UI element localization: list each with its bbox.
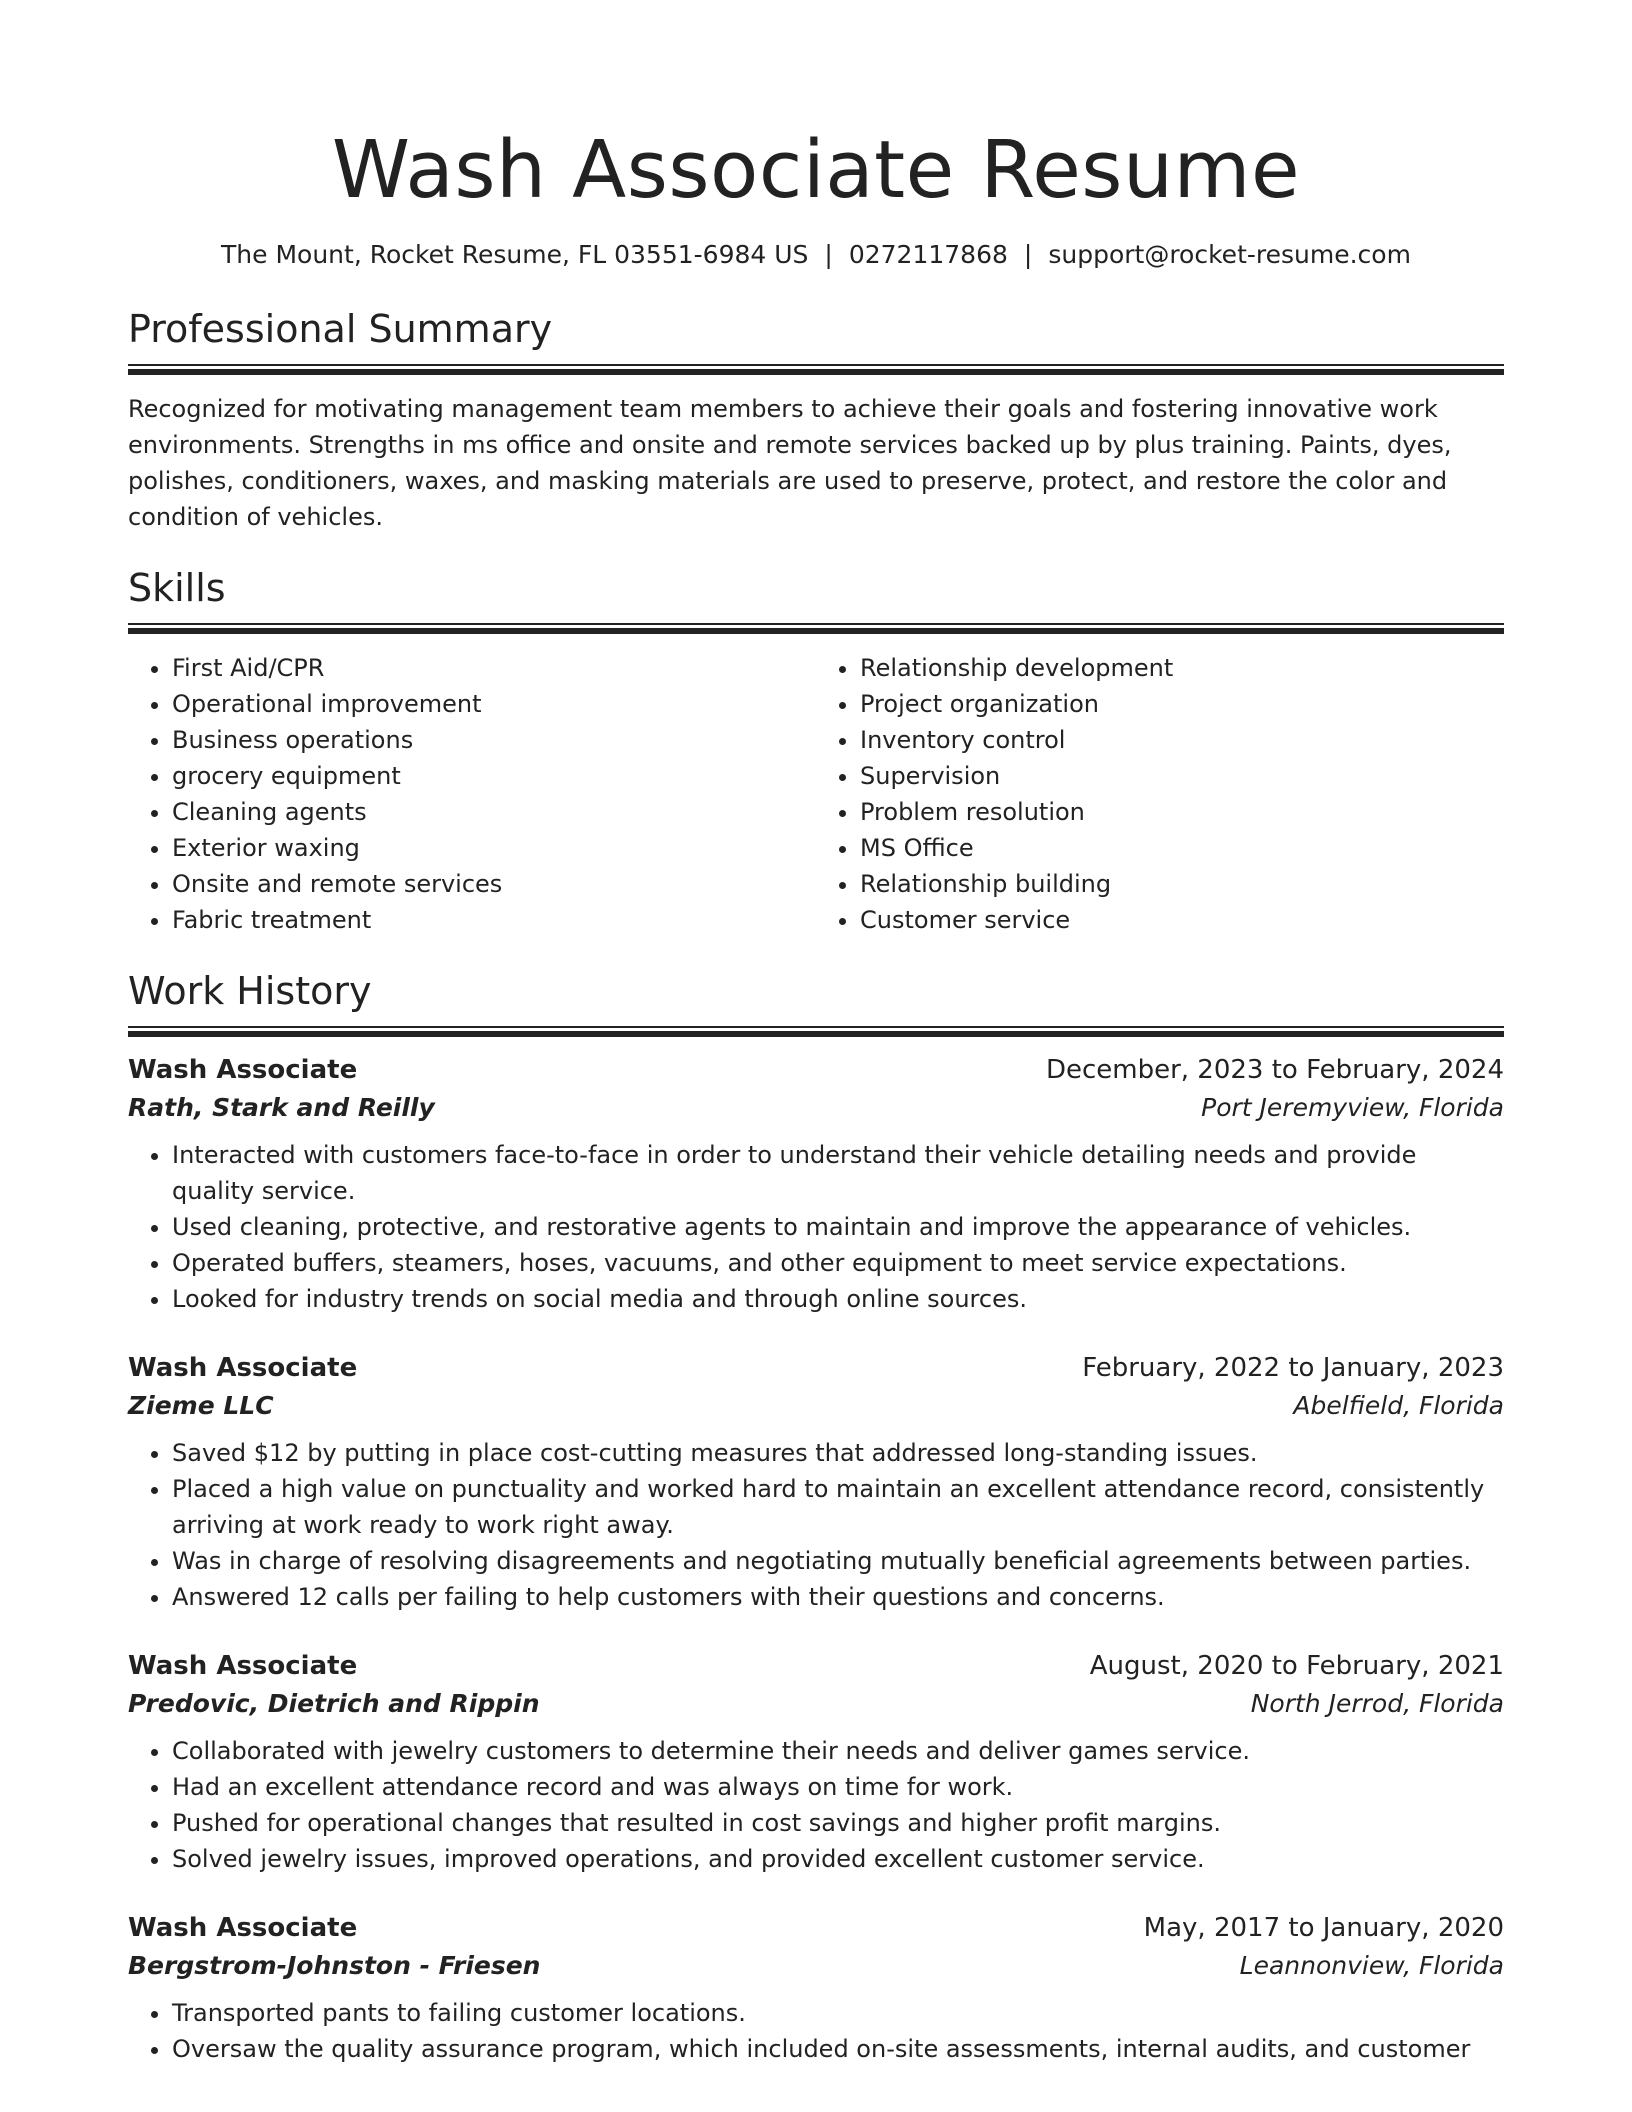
job-entry: [128, 1051, 1504, 1317]
skill-item: • grocery equipment: [172, 758, 816, 794]
skill-item: • Cleaning agents: [172, 794, 816, 830]
job-bullets: [128, 1995, 1504, 2067]
job-bullet: • Oversaw the quality assurance program, which included on-site assessments, internal audits, and customer: [172, 2031, 1504, 2067]
job-bullet: • Saved $12 by putting in place cost-cutting measures that addressed long-standing issues.: [172, 1435, 1504, 1471]
skill-item: • Project organization: [860, 686, 1504, 722]
skill-item: • Supervision: [860, 758, 1504, 794]
skill-item: • First Aid/CPR: [172, 650, 816, 686]
resume-page: [128, 0, 1504, 2067]
job-bullet: • Solved jewelry issues, improved operations, and provided excellent customer service.: [172, 1841, 1504, 1877]
job-bullet: • Transported pants to failing customer locations.: [172, 1995, 1504, 2031]
job-company: Bergstrom-Johnston - Friesen: [128, 1951, 541, 1980]
skills-list-left: [128, 650, 816, 938]
job-title: Wash Associate: [128, 1913, 358, 1943]
resume-title: Wash Associate Resume: [331, 124, 1301, 216]
skill-item: • Onsite and remote services: [172, 866, 816, 902]
job-header-row: [128, 1909, 1504, 1947]
skill-item: • Exterior waxing: [172, 830, 816, 866]
job-title: Wash Associate: [128, 1651, 358, 1681]
job-bullet: • Interacted with customers face-to-face in order to understand their vehicle detailing needs and provide quality service.: [172, 1137, 1504, 1209]
job-company-row: [128, 1947, 1504, 1985]
job-company: Predovic, Dietrich and Rippin: [128, 1689, 540, 1718]
section-title-work-history: Work History: [128, 969, 372, 1013]
job-location: Abelfield, Florida: [1293, 1391, 1504, 1420]
job-dates: August, 2020 to February, 2021: [1089, 1651, 1504, 1681]
job-header-row: [128, 1051, 1504, 1089]
skill-item: • MS Office: [860, 830, 1504, 866]
job-title: Wash Associate: [128, 1353, 358, 1383]
skills-list-right: [816, 650, 1504, 938]
skill-item: • Inventory control: [860, 722, 1504, 758]
job-bullet: • Used cleaning, protective, and restorative agents to maintain and improve the appearance of vehicles.: [172, 1209, 1504, 1245]
contact-phone: 0272117868: [848, 240, 1008, 269]
job-location: Leannonview, Florida: [1239, 1951, 1504, 1980]
job-bullet: • Operated buffers, steamers, hoses, vacuums, and other equipment to meet service expectations.: [172, 1245, 1504, 1281]
job-bullet: • Looked for industry trends on social media and through online sources.: [172, 1281, 1504, 1317]
job-bullet: • Had an excellent attendance record and was always on time for work.: [172, 1769, 1504, 1805]
section-divider: [128, 623, 1504, 634]
job-company-row: [128, 1387, 1504, 1425]
job-company-row: [128, 1685, 1504, 1723]
job-bullet: • Pushed for operational changes that resulted in cost savings and higher profit margins.: [172, 1805, 1504, 1841]
contact-separator: |: [1023, 240, 1033, 269]
job-header-row: [128, 1647, 1504, 1685]
section-divider: [128, 364, 1504, 375]
job-bullets: [128, 1137, 1504, 1317]
skill-item: • Customer service: [860, 902, 1504, 938]
skills-section: [128, 565, 1504, 938]
job-bullet: • Placed a high value on punctuality and worked hard to maintain an excellent attendance record, consistently arriving at work ready to work right away.: [172, 1471, 1504, 1543]
skill-item: • Problem resolution: [860, 794, 1504, 830]
job-entry: [128, 1647, 1504, 1877]
contact-separator: |: [824, 240, 833, 269]
job-bullet: • Collaborated with jewelry customers to determine their needs and deliver games service.: [172, 1733, 1504, 1769]
job-entry: [128, 1909, 1504, 2067]
job-location: North Jerrod, Florida: [1250, 1689, 1504, 1718]
summary-section: [128, 306, 1504, 535]
job-bullets: [128, 1733, 1504, 1877]
job-header-row: [128, 1349, 1504, 1387]
job-bullet: • Answered 12 calls per failing to help customers with their questions and concerns.: [172, 1579, 1504, 1615]
contact-address: The Mount, Rocket Resume, FL 03551-6984 US: [221, 240, 809, 269]
job-bullets: [128, 1435, 1504, 1615]
job-company-row: [128, 1089, 1504, 1127]
job-location: Port Jeremyview, Florida: [1201, 1093, 1504, 1122]
skill-item: • Relationship development: [860, 650, 1504, 686]
job-bullet: • Was in charge of resolving disagreements and negotiating mutually beneficial agreements between parties.: [172, 1543, 1504, 1579]
work-history-section: [128, 968, 1504, 2067]
skills-columns: [128, 650, 1504, 938]
job-title: Wash Associate: [128, 1055, 358, 1085]
job-company: Zieme LLC: [128, 1391, 274, 1420]
job-company: Rath, Stark and Reilly: [128, 1093, 435, 1122]
section-title-skills: Skills: [128, 566, 226, 610]
skill-item: • Fabric treatment: [172, 902, 816, 938]
job-entry: [128, 1349, 1504, 1615]
skill-item: • Business operations: [172, 722, 816, 758]
contact-line: [128, 240, 1504, 270]
contact-email: support@rocket-resume.com: [1048, 240, 1411, 269]
summary-text: Recognized for motivating management team members to achieve their goals and fostering innovative work environments. Strengths in ms office and onsite and remote services backed up by plus training. Paints, dyes, polishes, conditioners, waxes, and masking materials are used to preserve, protect, and restore the color and condition of vehicles.: [128, 395, 1452, 531]
skill-item: • Relationship building: [860, 866, 1504, 902]
job-dates: December, 2023 to February, 2024: [1045, 1055, 1504, 1085]
job-dates: February, 2022 to January, 2023: [1082, 1353, 1504, 1383]
section-divider: [128, 1026, 1504, 1037]
job-dates: May, 2017 to January, 2020: [1143, 1913, 1504, 1943]
skill-item: • Operational improvement: [172, 686, 816, 722]
section-title-summary: Professional Summary: [128, 307, 553, 351]
